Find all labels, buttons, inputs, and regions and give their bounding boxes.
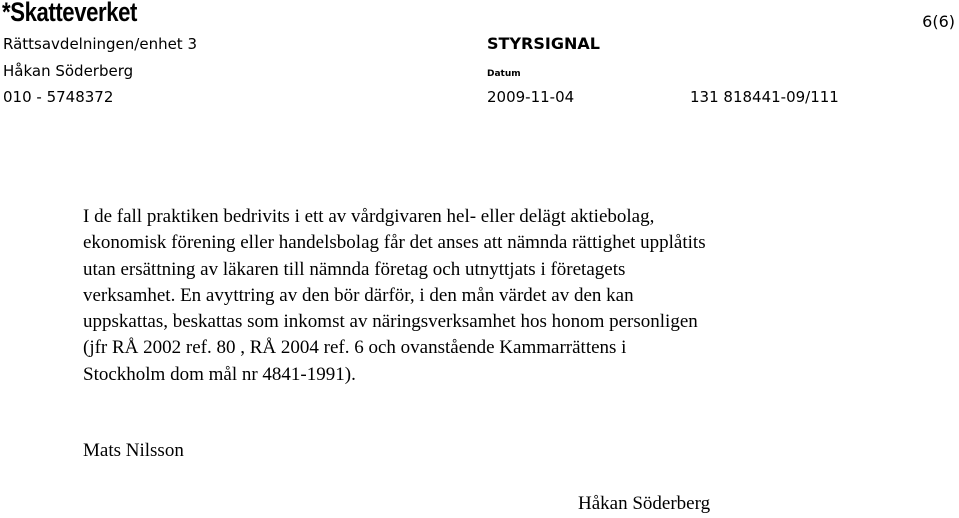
- signature-second: Håkan Söderberg: [578, 493, 711, 514]
- author-phone: 010 - 5748372: [3, 88, 114, 106]
- author-name: Håkan Söderberg: [3, 62, 134, 80]
- date-label: Datum: [487, 69, 521, 79]
- document-date: 2009-11-04: [487, 88, 575, 106]
- skatteverket-logo: *Skatteverket: [2, 0, 137, 27]
- paragraph-line: uppskattas, beskattas som inkomst av näringsverksamhet hos honom personligen: [83, 311, 698, 333]
- body-paragraph: [83, 204, 706, 388]
- paragraph-line: Stockholm dom mål nr 4841-1991).: [83, 363, 356, 385]
- signature-first: Mats Nilsson: [83, 440, 184, 461]
- paragraph-line: (jfr RÅ 2002 ref. 80 , RÅ 2004 ref. 6 och ovanstående Kammarrättens i: [83, 337, 627, 359]
- document-type: STYRSIGNAL: [487, 34, 600, 53]
- paragraph-line: utan ersättning av läkaren till nämnda företag och utnyttjats i företagets: [83, 258, 626, 280]
- department-unit: Rättsavdelningen/enhet 3: [3, 35, 198, 53]
- paragraph-line: I de fall praktiken bedrivits i ett av vårdgivaren hel- eller delägt aktiebolag,: [83, 206, 655, 227]
- paragraph-line: ekonomisk förening eller handelsbolag får det anses att nämnda rättighet upplåtits: [83, 232, 706, 254]
- page-number: 6(6): [922, 12, 955, 31]
- paragraph-line: verksamhet. En avyttring av den bör därför, i den mån värdet av den kan: [83, 284, 634, 306]
- reference-number: 131 818441-09/111: [690, 88, 839, 106]
